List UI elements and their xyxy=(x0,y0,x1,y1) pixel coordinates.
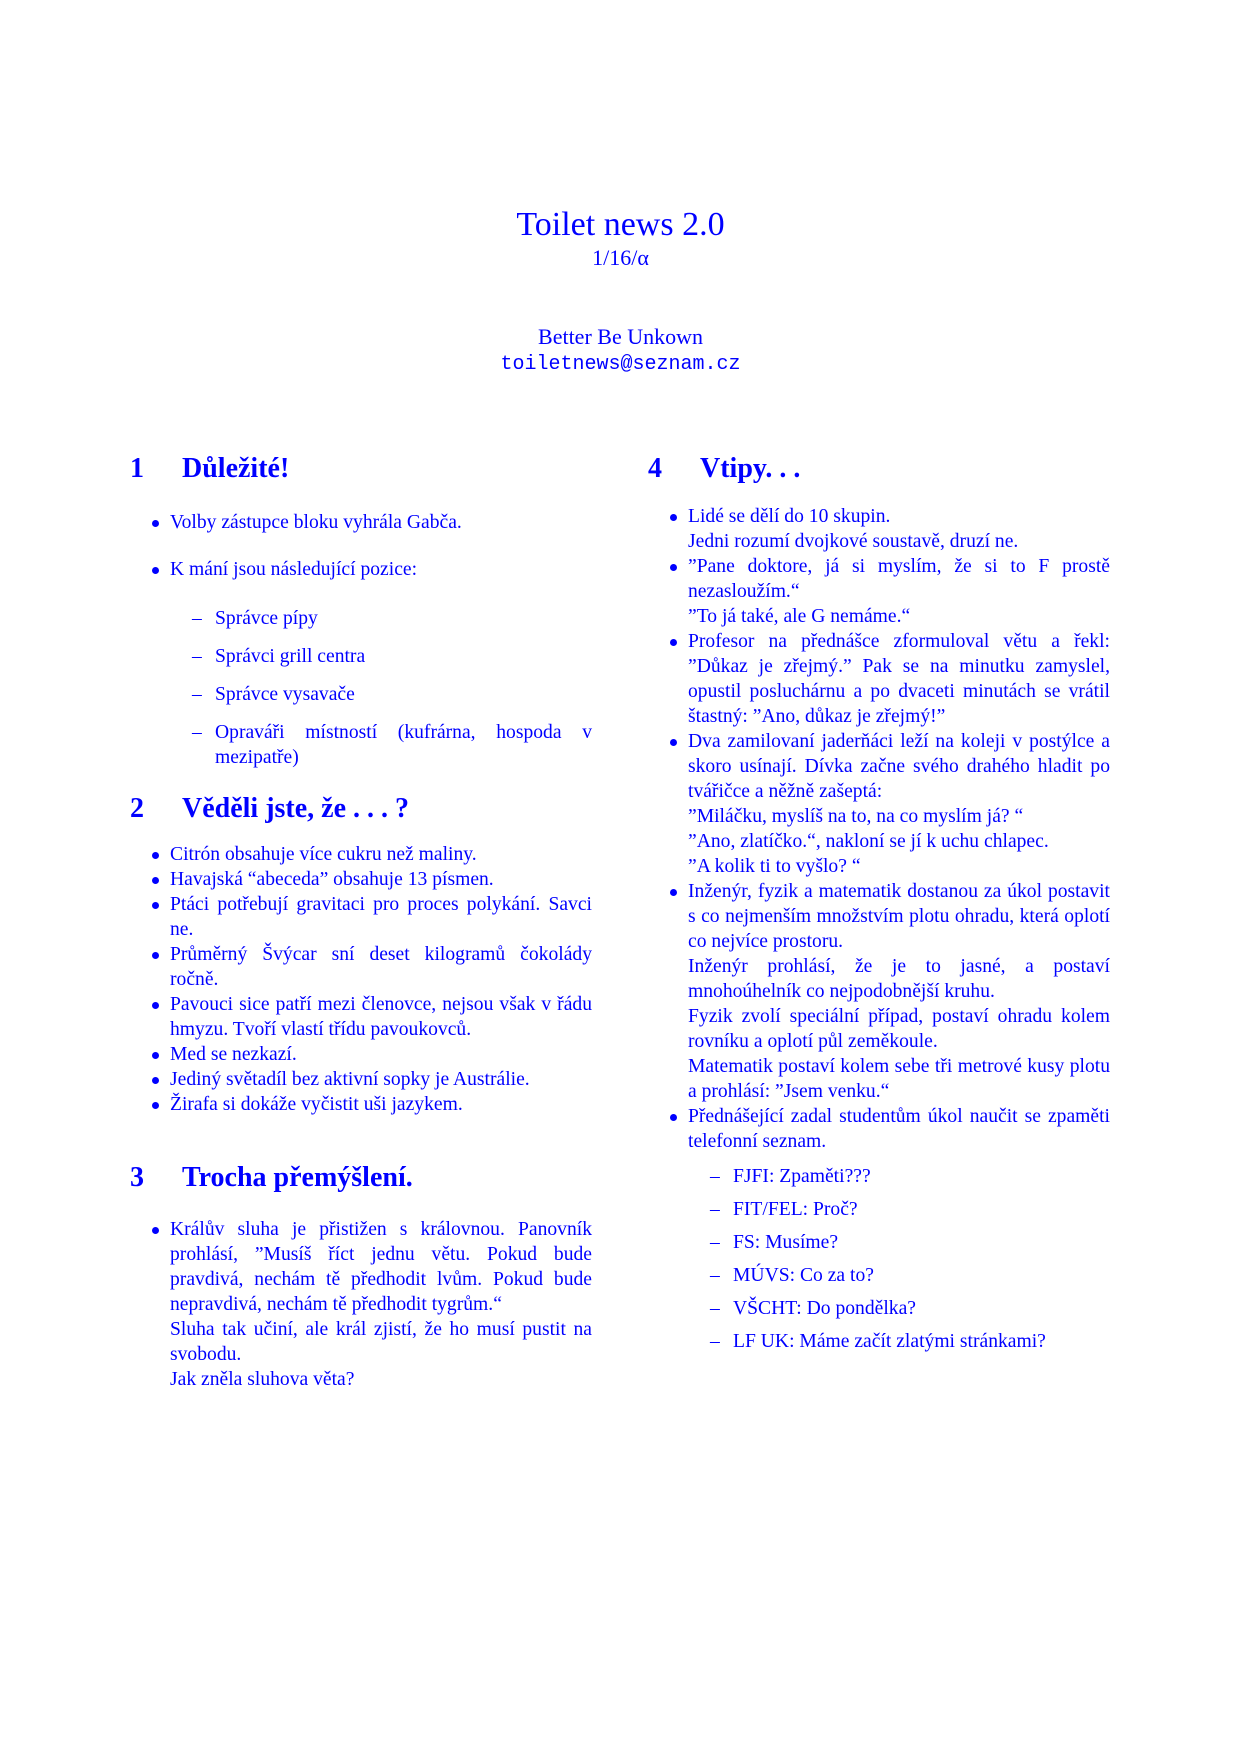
joke-line: Přednášející zadal studentům úkol naučit se zpaměti telefonní seznam. xyxy=(688,1106,1110,1152)
sub-list-item: – Správce pípy xyxy=(170,606,592,631)
list-item: Žirafa si dokáže vyčistit uši jazykem. xyxy=(130,1092,592,1117)
sub-list-item: – FS: Musíme? xyxy=(688,1230,1110,1255)
section-puzzle xyxy=(130,1161,592,1392)
left-column xyxy=(130,452,592,1392)
sub-list-item: – LF UK: Máme začít zlatými stránkami? xyxy=(688,1329,1110,1354)
puzzle-question: Jak zněla sluhova věta? xyxy=(170,1369,355,1390)
section-heading xyxy=(130,452,592,486)
list-item xyxy=(648,554,1110,629)
list-item: Citrón obsahuje více cukru než maliny. xyxy=(130,842,592,867)
list-item: Havajská “abeceda” obsahuje 13 písmen. xyxy=(130,867,592,892)
section-jokes xyxy=(648,452,1110,1354)
sub-list-item: – VŠCHT: Do pondělka? xyxy=(688,1296,1110,1321)
joke-line: Inženýr, fyzik a matematik dostanou za úkol postavit s co nejmenším množstvím plotu ohradu, která oplotí co nejvíce prostoru. xyxy=(688,881,1110,952)
section-title: Vtipy. . . xyxy=(700,453,801,484)
sub-list-item: – FJFI: Zpaměti??? xyxy=(688,1164,1110,1189)
joke-line: Matematik postaví kolem sebe tři metrové kusy plotu a prohlásí: ”Jsem venku.“ xyxy=(688,1056,1110,1102)
section-number: 2 xyxy=(130,793,144,824)
section-number: 1 xyxy=(130,453,144,484)
section-heading xyxy=(130,792,592,826)
joke-line: Lidé se dělí do 10 skupin. xyxy=(688,506,891,527)
sub-list-item: – Správci grill centra xyxy=(170,644,592,669)
section-title: Věděli jste, že . . . ? xyxy=(182,793,410,824)
sub-list-item: – Opraváři místností (kufrárna, hospoda v mezipatře) xyxy=(170,720,592,770)
joke-line: Fyzik zvolí speciální případ, postaví ohradu kolem rovníku a oplotí půl zeměkoule. xyxy=(688,1006,1110,1052)
list-item: Pavouci sice patří mezi členovce, nejsou však v řádu hmyzu. Tvoří vlastí třídu pavoukovců. xyxy=(130,992,592,1042)
list-item: Průměrný Švýcar sní deset kilogramů čokolády ročně. xyxy=(130,942,592,992)
section-title: Trocha přemýšlení. xyxy=(182,1162,413,1193)
joke-line: Jedni rozumí dvojkové soustavě, druzí ne. xyxy=(688,531,1019,552)
bullet-list xyxy=(648,504,1110,1354)
list-item: Volby zástupce bloku vyhrála Gabča. xyxy=(130,510,592,535)
sub-list xyxy=(688,1164,1110,1354)
sub-list xyxy=(170,606,592,770)
bullet-list xyxy=(130,1217,592,1392)
list-item xyxy=(130,1217,592,1392)
puzzle-text: Sluha tak učiní, ale král zjistí, že ho musí pustit na svobodu. xyxy=(170,1319,592,1365)
section-did-you-know xyxy=(130,792,592,1117)
list-item xyxy=(648,1104,1110,1354)
right-column xyxy=(648,452,1110,1362)
list-item: Ptáci potřebují gravitaci pro proces polykání. Savci ne. xyxy=(130,892,592,942)
joke-line: Dva zamilovaní jaderňáci leží na koleji v postýlce a skoro usínají. Dívka začne svého drahého hladit po tvářičce a něžně zašeptá: xyxy=(688,731,1110,802)
joke-line: Profesor na přednášce zformuloval větu a řekl: ”Důkaz je zřejmý.” Pak se na minutku zamyslel, opustil posluchárnu a po dvaceti minutách se vrátil štastný: ”Ano, důkaz je zřejmý!” xyxy=(688,631,1110,727)
joke-line: ”Miláčku, myslíš na to, na co myslím já? “ xyxy=(688,806,1024,827)
sub-list-item: – MÚVS: Co za to? xyxy=(688,1263,1110,1288)
section-heading xyxy=(130,1161,592,1195)
list-item: Med se nezkazí. xyxy=(130,1042,592,1067)
bullet-list xyxy=(130,842,592,1117)
list-item xyxy=(648,729,1110,879)
list-item xyxy=(648,504,1110,554)
bullet-list xyxy=(130,510,592,770)
section-title: Důležité! xyxy=(182,453,290,484)
joke-line: ”Ano, zlatíčko.“, nakloní se jí k uchu chlapec. xyxy=(688,831,1049,852)
list-item: Jediný světadíl bez aktivní sopky je Austrálie. xyxy=(130,1067,592,1092)
joke-line: Inženýr prohlásí, že je to jasné, a postaví mnohoúhelník co nejpodobnější kruhu. xyxy=(688,956,1110,1002)
list-item xyxy=(130,557,592,770)
section-heading xyxy=(648,452,1110,486)
list-item xyxy=(648,629,1110,729)
puzzle-text: Králův sluha je přistižen s královnou. Panovník prohlásí, ”Musíš říct jednu větu. Pokud bude pravdivá, nechám tě předhodit lvům. Pokud bude nepravdivá, nechám tě předhodit tygrům.“ xyxy=(170,1219,592,1315)
author: Better Be Unkown xyxy=(538,324,703,349)
section-number: 4 xyxy=(648,453,662,484)
section-important xyxy=(130,452,592,770)
list-item-text: K mání jsou následující pozice: xyxy=(170,559,418,580)
joke-line: ”To já také, ale G nemáme.“ xyxy=(688,606,911,627)
joke-line: ”A kolik ti to vyšlo? “ xyxy=(688,856,861,877)
issue-number: 1/16/α xyxy=(592,245,649,270)
list-item xyxy=(648,879,1110,1104)
sub-list-item: – FIT/FEL: Proč? xyxy=(688,1197,1110,1222)
title-block xyxy=(0,205,1241,379)
joke-line: ”Pane doktore, já si myslím, že si to F prostě nezasloužím.“ xyxy=(688,556,1110,602)
section-number: 3 xyxy=(130,1162,144,1193)
sub-list-item: – Správce vysavače xyxy=(170,682,592,707)
document-title: Toilet news 2.0 xyxy=(516,206,725,243)
email-address[interactable]: toiletnews@seznam.cz xyxy=(500,353,741,376)
